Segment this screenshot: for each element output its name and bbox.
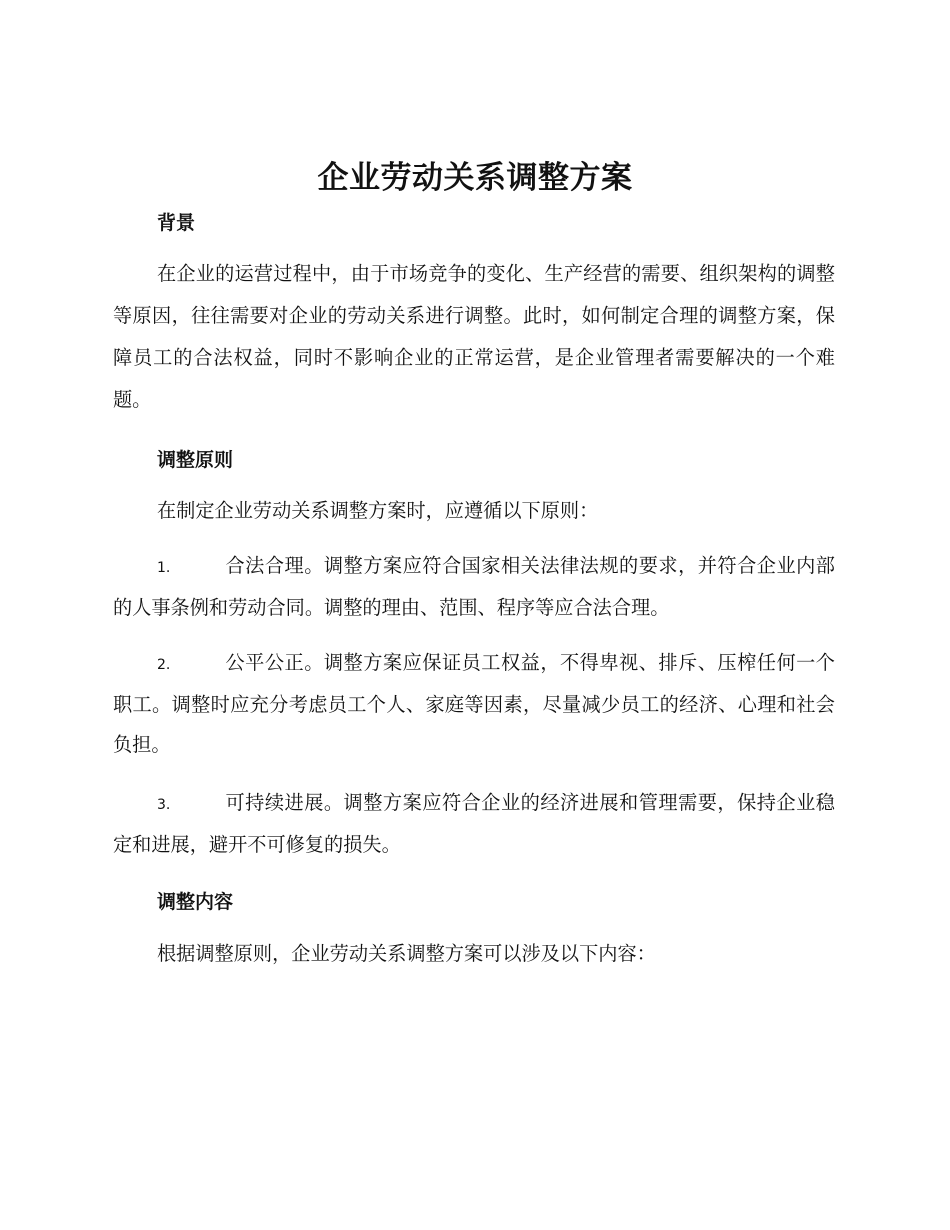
- list-item-text: 合法合理。调整方案应符合国家相关法律法规的要求，并符合企业内部的人事条例和劳动合同。调整的理由、范围、程序等应合法合理。: [113, 554, 835, 619]
- document-title: 企业劳动关系调整方案: [317, 160, 633, 196]
- principle-item-2: [113, 643, 835, 765]
- section-heading-background: 背景: [157, 212, 196, 234]
- list-number: 2.: [157, 657, 171, 673]
- list-item-text: 可持续进展。调整方案应符合企业的经济进展和管理需要，保持企业稳定和进展，避开不可修复的损失。: [113, 791, 835, 856]
- principles-intro: 在制定企业劳动关系调整方案时，应遵循以下原则：: [157, 499, 599, 522]
- section-heading-content: 调整内容: [157, 891, 234, 913]
- list-item-text: 公平公正。调整方案应保证员工权益，不得卑视、排斥、压榨任何一个职工。调整时应充分考虑员工个人、家庭等因素，尽量减少员工的经济、心理和社会负担。: [113, 651, 835, 756]
- section-heading-principles: 调整原则: [157, 449, 234, 471]
- content-intro: 根据调整原则，企业劳动关系调整方案可以涉及以下内容：: [157, 942, 656, 965]
- principle-item-3: [113, 783, 835, 865]
- principle-item-1: [113, 546, 835, 628]
- list-number: 3.: [157, 797, 171, 813]
- background-paragraph: 在企业的运营过程中，由于市场竞争的变化、生产经营的需要、组织架构的调整等原因，往往需要对企业的劳动关系进行调整。此时，如何制定合理的调整方案，保障员工的合法权益，同时不影响企业的正常运营，是企业管理者需要解决的一个难题。: [113, 262, 835, 411]
- list-number: 1.: [157, 560, 171, 576]
